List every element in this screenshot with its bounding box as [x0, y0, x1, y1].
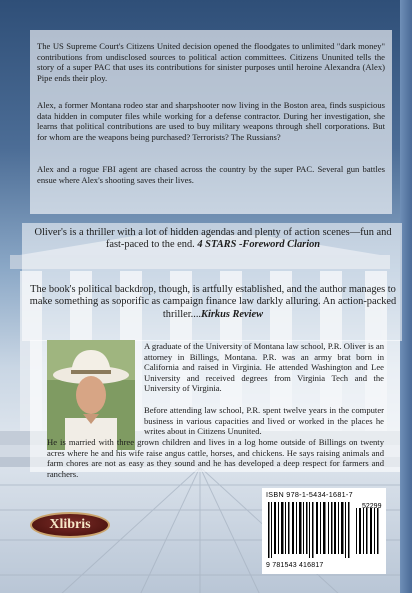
price-code: 52299	[362, 503, 382, 510]
review-quote	[28, 284, 398, 321]
blurb-paragraph: The US Supreme Court's Citizens United decision opened the floodgates to unlimited "dark money" contributions from undisclosed sources to political action committees. Citizens Ununited tells the story of a super PAC that uses its contributions for sinister purposes until heroine Alexandra (Alex) Pipe ends their ploy.	[37, 41, 385, 83]
author-bio-paragraph: He is married with three grown children and lives in a log home outside of Billings on twenty acres where he and his wife raise angus cattle, horses, and chickens. He says raising animals and farm chores are not as easy as they sound and he has developed a deep respect for farmers and ranchers.	[47, 437, 384, 479]
blurb-paragraph: Alex and a rogue FBI agent are chased across the country by the super PAC. Several gun battles ensue where Alex's shooting saves their lives.	[37, 164, 385, 185]
publisher-logo	[30, 512, 110, 538]
blurb-paragraph: Alex, a former Montana rodeo star and sharpshooter now living in the Boston area, finds suspicious data hidden in computer files while working for a defense contractor. During her investigation, she learns that political contributions are used to buy military weapons through shell corporations. But for whom are the weapons being purchased? Terrorists? The Russians?	[37, 100, 385, 142]
author-bio-paragraph: A graduate of the University of Montana law school, P.R. Oliver is an attorney in Billings, Montana. P.R. was an army brat born in California and raised in Virginia. He attended Washington and Lee University and received degrees from Virginia Tech and the University of Virginia.	[144, 341, 384, 393]
barcode-number: 9 781543 416817	[266, 562, 324, 569]
review-text: Oliver's is a thriller with a lot of hidden agendas and plenty of action scenes—fun and fast-paced to the end.	[34, 227, 392, 251]
review-quote	[28, 227, 398, 252]
review-attribution: 4 STARS -Foreword Clarion	[197, 239, 321, 251]
isbn-text: ISBN 978-1-5434-1681-7	[266, 490, 353, 499]
review-attribution: Kirkus Review	[201, 308, 264, 320]
review-text: The book's political backdrop, though, is artfully established, and the author manages to make something as soporific as campaign finance law darkly alluring. An action-packed thriller....	[29, 284, 397, 320]
author-photo	[47, 340, 135, 450]
author-bio-paragraph: Before attending law school, P.R. spent twelve years in the computer business in various capacities and lived or worked in the places he writes about in Citizens Ununited.	[144, 405, 384, 436]
publisher-name: Xlibris	[49, 517, 91, 532]
